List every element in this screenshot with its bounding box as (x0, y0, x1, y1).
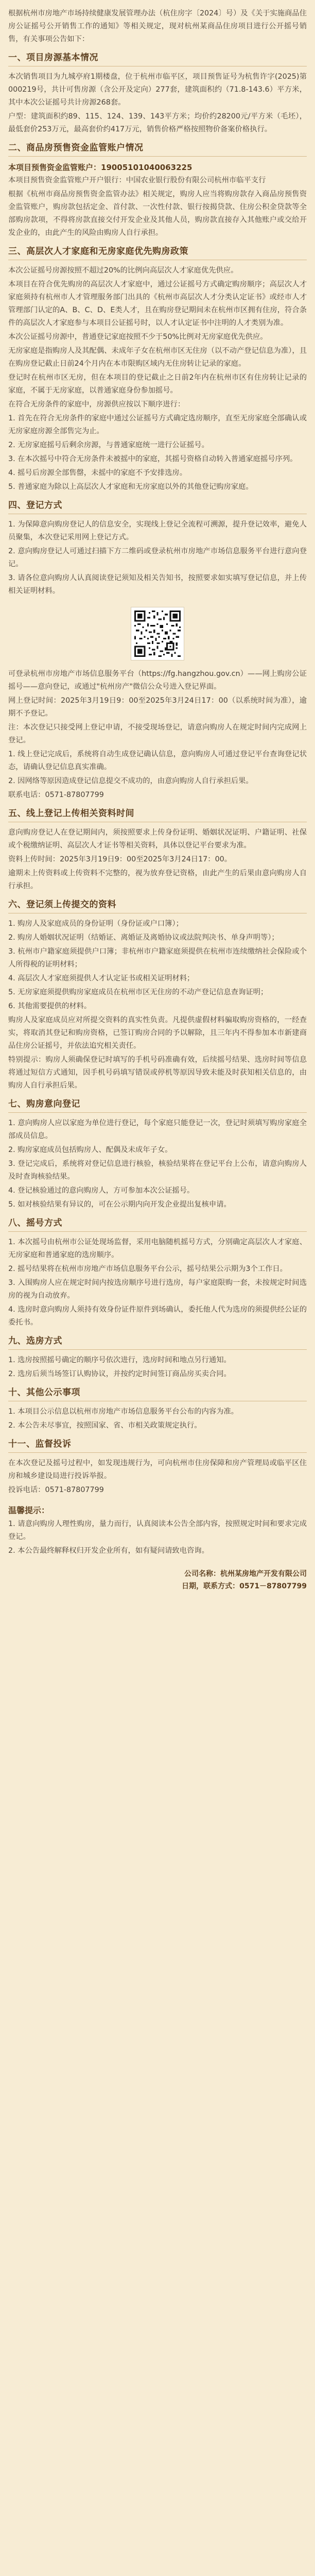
s7-para-2: 3. 登记完成后，系统将对登记信息进行核验，核验结果将在登记平台上公布，请意向购房人及时查询核验结果。 (8, 1160, 307, 1181)
section-4-title: 四、登记方式 (8, 500, 62, 511)
section-1-title: 一、项目房源基本情况 (8, 53, 98, 63)
section-7 (8, 1097, 307, 1113)
tips-title: 温馨提示： (8, 1505, 50, 1515)
divider (8, 156, 307, 157)
s9-para-1: 2. 选房后须当场签订认购协议，并按约定时间签订商品房买卖合同。 (8, 1370, 231, 1378)
s3-para-4: 登记时在杭州市区无房，但在本项目的登记截止之日前2年内在杭州市区有住房转让记录的家庭，不属于无房家庭，以普通家庭身份参加摇号。 (8, 374, 307, 395)
intro-paragraph: 根据杭州市房地产市场持续健康发展管理办法（杭住房字〔2024〕号）及《关于实施商品住房公证摇号公开销售工作的通知》等相关规定，现对杭州某商品住房项目进行公开摇号销售，有关事项公告如下： (8, 9, 307, 43)
s7-para-4: 5. 如对核验结果有异议的，可在公示期内向开发企业提出复核申请。 (8, 1200, 231, 1209)
footer-company: 公司名称：杭州某房地产开发有限公司 (184, 1570, 307, 1578)
s6-para-2: 3. 杭州市户籍家庭须提供户口簿；非杭州市户籍家庭须提供在杭州市连续缴纳社会保险或个人所得税的证明材料； (8, 947, 307, 969)
s10-para-1: 2. 本公告未尽事宜，按照国家、省、市相关政策规定执行。 (8, 1421, 202, 1430)
section-10-title: 十、其他公示事项 (8, 1387, 80, 1398)
s3-para-7: 2. 无房家庭摇号后剩余房源，与普通家庭统一进行公证摇号。 (8, 441, 209, 449)
section-4 (8, 499, 307, 514)
tips-para-1: 2. 本公告最终解释权归开发企业所有，如有疑问请致电咨询。 (8, 1547, 209, 1555)
tips-para-0: 1. 请意向购房人理性购房，量力而行，认真阅读本公告全部内容，按照规定时间和要求完成登记。 (8, 1520, 307, 1541)
section-11 (8, 1437, 307, 1453)
s3-para-2: 本次公证摇号房源中，普通登记家庭按照不少于50%比例对无房家庭优先供应。 (8, 333, 268, 341)
section-8 (8, 1216, 307, 1232)
section-5 (8, 807, 307, 822)
section-10 (8, 1386, 307, 1401)
s3-para-8: 3. 在本次摇号中符合无房条件未被摇中的家庭，其摇号资格自动转入普通家庭摇号序列。 (8, 455, 297, 463)
section-7-title: 七、购房意向登记 (8, 1099, 80, 1109)
s7-para-1: 2. 购房家庭成员包括购房人、配偶及未成年子女。 (8, 1146, 172, 1154)
s3-para-10: 5. 普通家庭为除以上高层次人才家庭和无房家庭以外的其他登记购房家庭。 (8, 483, 253, 491)
section-9-title: 九、选房方式 (8, 1336, 62, 1346)
footer-phone: 日期，联系方式：0571－87807799 (182, 1582, 307, 1590)
s3-para-3: 无房家庭是指购房人及其配偶、未成年子女在杭州市区无住房（以不动产登记信息为准），且在购房登记截止日前24个月内在本市限购区域内无住房转让记录的家庭。 (8, 347, 307, 368)
s4-para2-4: 2. 因网络等原因造成登记信息提交不成功的，由意向购房人自行承担后果。 (8, 777, 253, 785)
s6-para-5: 6. 其他需要提供的材料。 (8, 1002, 92, 1010)
divider (8, 1231, 307, 1232)
s4-para-0: 1. 为保障意向购房登记人的信息安全，实现线上登记全流程可溯源，提升登记效率，避免人员聚集，本次登记采用网上登记方式。 (8, 520, 307, 541)
s6-para-6: 购房人及家庭成员应对所提交资料的真实性负责。凡提供虚假材料骗取购房资格的，一经查实，将取消其登记和购房资格，已签订购房合同的予以解除，且三年内不得参加本市新建商品住房公证摇号，并依法追究相关责任。 (8, 1016, 307, 1050)
s3-para-0: 本次公证摇号房源按照不超过20%的比例向高层次人才家庭优先供应。 (8, 266, 238, 275)
s6-para-4: 5. 无房家庭须提供购房家庭成员在杭州市区无住房的不动产登记信息查询证明； (8, 988, 268, 996)
divider (8, 1112, 307, 1113)
section-3-title: 三、高层次人才家庭和无房家庭优先购房政策 (8, 246, 188, 257)
qr-container (8, 607, 307, 660)
section-11-title: 十一、监督投诉 (8, 1439, 72, 1449)
divider (8, 1349, 307, 1350)
section-1 (8, 51, 307, 66)
section-8-title: 八、摇号方式 (8, 1218, 62, 1228)
s4-para2-3: 1. 线上登记完成后，系统将自动生成登记确认信息，意向购房人可通过登记平台查询登记状态，请确认登记信息真实准确。 (8, 750, 307, 771)
s2-para-1: 根据《杭州市商品房预售资金监管办法》相关规定，购房人应当将购房款存入商品房预售资金监管账户，购房款包括定金、首付款、一次性付款、银行按揭贷款、住房公积金贷款等全部购房款项，不得将房款直接交付开发企业及其他人员，购房款直接存入其他账户或交给开发企业的，由此产生的风险由购房人自行承担。 (8, 190, 307, 237)
s6-para-1: 2. 购房人婚姻状况证明（结婚证、离婚证及离婚协议或法院判决书、单身声明等）； (8, 934, 279, 942)
s6-para-3: 4. 高层次人才家庭须提供人才认定证书或相关证明材料； (8, 974, 195, 982)
section-6 (8, 898, 307, 913)
s8-para-2: 3. 入围购房人应在规定时间内按选房顺序号进行选房，每户家庭限购一套，未按规定时间选房的视为自动放弃。 (8, 1279, 307, 1300)
section-5-title: 五、线上登记上传相关资料时间 (8, 808, 134, 819)
s4-para2-0: 可登录杭州市房地产市场信息服务平台（https://fg.hangzhou.gov.cn）——网上购房公证摇号——意向登记，或通过"杭州房产"微信公众号进入登记界面。 (8, 670, 307, 691)
s8-para-1: 2. 摇号结果将在杭州市房地产市场信息服务平台公示，摇号结果公示期为3个工作日。 (8, 1265, 287, 1273)
s7-para-3: 4. 登记核验通过的意向购房人，方可参加本次公证摇号。 (8, 1187, 195, 1195)
s3-para-9: 4. 摇号后房源全部售罄，未摇中的家庭不予安排选房。 (8, 469, 187, 477)
s1-para-0: 本次销售项目为九城亭府1期楼盘，位于杭州市临平区，项目预售证号为杭售许字(2025)第000219号，共计可售房源（含公开及定向）277套，建筑面积约（71.8-143.6）平方米，其中本次公证摇号共计房源268套。 (8, 73, 307, 107)
s4-contact: 联系电话：0571-87807799 (8, 791, 104, 799)
s5-para-1: 资料上传时间：2025年3月19日9：00至2025年3月24日17：00。 (8, 855, 232, 863)
section-2 (8, 141, 307, 157)
section-6-title: 六、登记须上传提交的资料 (8, 900, 116, 910)
s11-para-1: 投诉电话：0571-87807799 (8, 1486, 104, 1494)
qr-code-icon[interactable] (131, 607, 184, 660)
s1-para-1: 户型：建筑面积约89、115、124、139、143平方米；均价约28200元/平方米（毛坯），最低套价253万元，最高套价约417万元，销售价格严格按照物价备案价格执行。 (8, 112, 307, 133)
s6-para-0: 1. 购房人及家庭成员的身份证明（身份证或户口簿）； (8, 920, 183, 928)
s6-para-7: 特别提示：购房人须确保登记时填写的手机号码准确有效，后续摇号结果、选房时间等信息将通过短信方式通知，因手机号码填写错误或停机等原因导致未能及时获知相关信息的，由购房人自行承担后果。 (8, 1056, 307, 1090)
s3-para-6: 1. 首先在符合无房条件的家庭中通过公证摇号方式确定选房顺序，直至无房家庭全部确认或无房家庭房源全部售完为止。 (8, 414, 307, 435)
s2-para-0: 本项目预售资金监管账户开户银行：中国农业银行股份有限公司杭州市临平支行 (8, 176, 266, 184)
s3-para-1: 本项目在符合优先购房的高层次人才家庭中，通过公证摇号方式确定购房顺序；高层次人才家庭须持有杭州市人才管理服务部门出具的《杭州市高层次人才分类认定证书》或经市人才管理部门认定的A、B、C、D、E类人才，且在购房登记期间未在杭州市区拥有住房，符合条件的高层次人才家庭参与本项目公证摇号时，以人才认定证书中注明的人才类别为准。 (8, 280, 307, 327)
s11-para-0: 在本次登记及摇号过程中，如发现违规行为，可向杭州市住房保障和房产管理局或临平区住房和城乡建设局进行投诉举报。 (8, 1459, 307, 1480)
footer (8, 1568, 307, 1592)
s4-para-2: 3. 请各位意向购房人认真阅读登记须知及相关告知书，按照要求如实填写登记信息，并上传相关证明材料。 (8, 574, 307, 595)
s10-para-0: 1. 本项目公示信息以杭州市房地产市场信息服务平台公布的内容为准。 (8, 1408, 239, 1416)
s8-para-3: 4. 选房时意向购房人须持有效身份证件原件到场确认，委托他人代为选房的须提供经公证的委托书。 (8, 1306, 307, 1327)
qr-code-graphic (134, 611, 181, 657)
s8-para-0: 1. 本次摇号由杭州市公证处现场监督，采用电脑随机摇号方式，分别确定高层次人才家庭、无房家庭和普通家庭的选房顺序。 (8, 1238, 307, 1259)
divider (8, 1452, 307, 1453)
s4-para-1: 2. 意向购房登记人可通过扫描下方二维码或登录杭州市房地产市场信息服务平台进行意向登记。 (8, 547, 307, 568)
section-2-title: 二、商品房预售资金监管账户情况 (8, 143, 144, 153)
s4-para2-2: 注：本次登记只接受网上登记申请，不接受现场登记，请意向购房人在规定时间内完成网上登记。 (8, 723, 307, 744)
section-3 (8, 245, 307, 260)
s9-para-0: 1. 选房按照摇号确定的顺序号依次进行，选房时间和地点另行通知。 (8, 1356, 231, 1364)
s7-para-0: 1. 意向购房人应以家庭为单位进行登记，每个家庭只能登记一次，登记时须填写购房家庭全部成员信息。 (8, 1119, 307, 1140)
s3-para-5: 在符合无房条件的家庭中，房源供应按以下顺序进行： (8, 400, 185, 409)
section-9 (8, 1334, 307, 1350)
s5-para-2: 逾期未上传资料或上传资料不完整的，视为放弃登记资格，由此产生的后果由意向购房人自行承担。 (8, 869, 307, 890)
s5-para-0: 意向购房登记人在登记期间内，须按照要求上传身份证明、婚姻状况证明、户籍证明、社保或个税缴纳证明、高层次人才证书等相关资料，具体以登记平台要求为准。 (8, 828, 307, 850)
escrow-account: 本项目预售资金监管账户：19005101040063225 (8, 163, 192, 172)
s4-para2-1: 网上登记时间：2025年3月19日9：00至2025年3月24日17：00（以系统时间为准），逾期不予登记。 (8, 697, 307, 718)
